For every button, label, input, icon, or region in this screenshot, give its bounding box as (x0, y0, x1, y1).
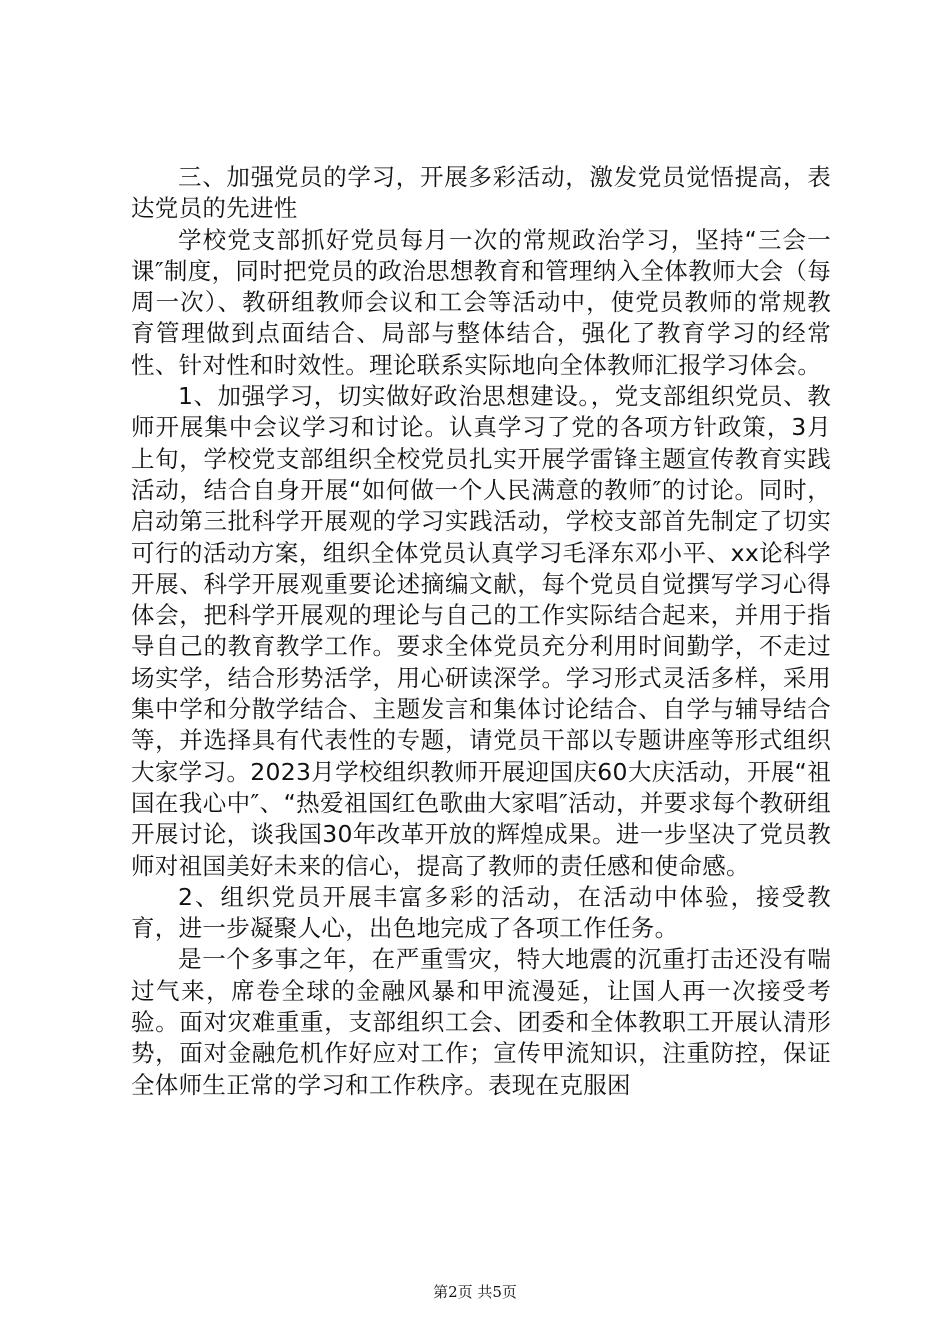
body-paragraph: 学校党支部抓好党员每月一次的常规政治学习，坚持“三会一课″制度，同时把党员的政治思想教育和管理纳入全体教师大会（每周一次）、教研组教师会议和工会等活动中，使党员教师的常规教育管理做到点面结合、局部与整体结合，强化了教育学习的经常性、针对性和时效性。理论联系实际地向全体教师汇报学习体会。 (131, 225, 831, 379)
body-paragraph: 1、加强学习，切实做好政治思想建设。，党支部组织党员、教师开展集中会议学习和讨论。认真学习了党的各项方针政策，3月上旬，学校党支部组织全校党员扎实开展学雷锋主题宣传教育实践活动，结合自身开展“如何做一个人民满意的教师″的讨论。同时，启动第三批科学开展观的学习实践活动，学校支部首先制定了切实可行的活动方案，组织全体党员认真学习毛泽东邓小平、xx论科学开展、科学开展观重要论述摘编文献，每个党员自觉撰写学习心得体会，把科学开展观的理论与自己的工作实际结合起来，并用于指导自己的教育教学工作。要求全体党员充分利用时间勤学，不走过场实学，结合形势活学，用心研读深学。学习形式灵活多样，采用集中学和分散学结合、主题发言和集体讨论结合、自学与辅导结合等，并选择具有代表性的专题，请党员干部以专题讲座等形式组织大家学习。2023月学校组织教师开展迎国庆60大庆活动，开展“祖国在我心中″、“热爱祖国红色歌曲大家唱″活动，并要求每个教研组开展讨论，谈我国30年改革开放的辉煌成果。进一步坚决了党员教师对祖国美好未来的信心，提高了教师的责任感和使命感。 (131, 382, 831, 880)
body-paragraph: 是一个多事之年，在严重雪灾，特大地震的沉重打击还没有喘过气来，席卷全球的金融风暴和甲流漫延，让国人再一次接受考验。面对灾难重重，支部组织工会、团委和全体教职工开展认清形势，面对金融危机作好应对工作；宣传甲流知识，注重防控，保证全体师生正常的学习和工作秩序。表现在克服困 (131, 945, 831, 1099)
document-body (131, 162, 831, 1101)
page-footer: 第2页 共5页 (433, 1283, 517, 1301)
section-heading-paragraph: 三、加强党员的学习，开展多彩活动，激发党员觉悟提高，表达党员的先进性 (131, 163, 831, 223)
body-paragraph: 2、组织党员开展丰富多彩的活动，在活动中体验，接受教育，进一步凝聚人心，出色地完成了各项工作任务。 (131, 882, 831, 943)
